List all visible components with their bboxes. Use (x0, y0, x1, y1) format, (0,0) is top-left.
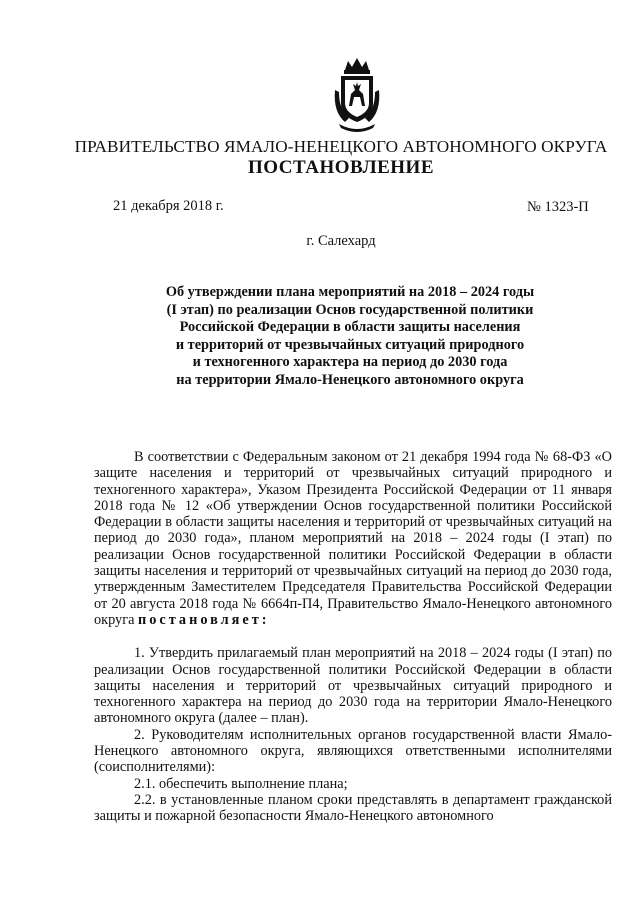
preamble-text: В соответствии с Федеральным законом от 21 декабря 1994 года № 68-ФЗ «О защите населения и территорий от чрезвычайных ситуаций природного и техногенного характера», Указом Президента Российской Федерации от 11 января 2018 года № 12 «Об утверждении Основ государственной политики Российской Федерации в области защиты населения и территорий от чрезвычайных ситуаций на период до 2030 года», планом мероприятий на 2018 – 2024 годы (I этап) по реализации Основ государственной политики Российской Федерации в области защиты населения и территорий от чрезвычайных ситуаций на период до 2030 года, утвержденным Заместителем Председателя Правительства Российской Федерации от 20 августа 2018 года № 6664п-П4, Правительство Ямало-Ненецкого автономного округа (94, 449, 612, 628)
document-type: ПОСТАНОВЛЕНИЕ (247, 157, 435, 178)
preamble-paragraph (94, 449, 612, 628)
government-heading: ПРАВИТЕЛЬСТВО ЯМАЛО-НЕНЕЦКОГО АВТОНОМНОГО ОКРУГА (74, 137, 608, 156)
title-line: (I этап) по реализации Основ государственной политики (166, 301, 534, 318)
item-2-2: 2.2. в установленные планом сроки представлять в департамент гражданской защиты и пожарной безопасности Ямало-Ненецкого автономного (94, 791, 612, 825)
document-date: 21 декабря 2018 г. (113, 198, 224, 214)
coat-of-arms-emblem (331, 56, 383, 134)
title-line: Об утверждении плана мероприятий на 2018 – 2024 годы (165, 284, 535, 300)
document-title (120, 284, 580, 390)
title-line: и техногенного характера на период до 2030 года (192, 354, 508, 371)
document-number: № 1323-П (527, 199, 589, 215)
item-1: 1. Утвердить прилагаемый план мероприятий на 2018 – 2024 годы (I этап) по реализации Основ государственной политики Российской Федерации в области защиты населения и территорий от чрезвычайных ситуаций природного и техногенного характера на период до 2030 года на территории Ямало-Ненецкого автономного округа (далее – план). (94, 645, 612, 727)
title-line: на территории Ямало-Ненецкого автономного округа (176, 371, 524, 388)
item-2-1: 2.1. обеспечить выполнение плана; (134, 775, 348, 792)
title-line: Российской Федерации в области защиты населения (179, 319, 521, 336)
decrees-word: постановляет: (138, 611, 270, 628)
document-body (94, 449, 612, 825)
item-2: 2. Руководителям исполнительных органов государственной власти Ямало-Ненецкого автономного округа, являющихся ответственными исполнителями (соисполнителями): (94, 726, 612, 776)
title-line: и территорий от чрезвычайных ситуаций природного (175, 336, 525, 353)
document-city: г. Салехард (306, 233, 376, 249)
